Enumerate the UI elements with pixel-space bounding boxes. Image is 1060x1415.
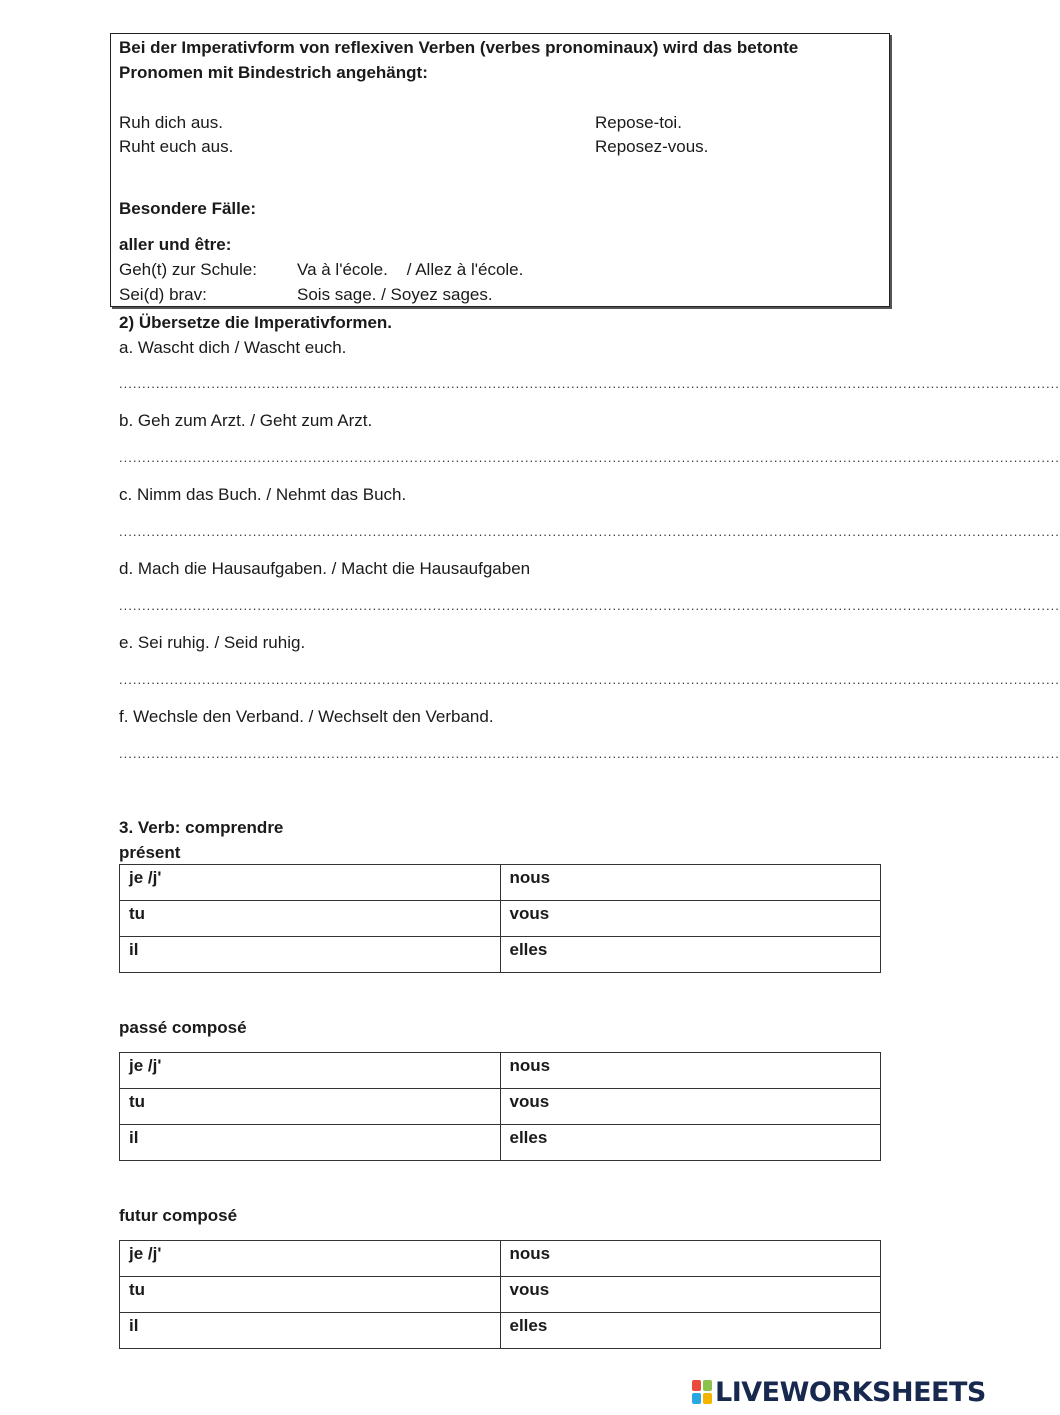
- cell-tu[interactable]: tu: [120, 1089, 501, 1125]
- cell-je[interactable]: je /j': [120, 1241, 501, 1277]
- exercise3-heading: 3. Verb: comprendre: [119, 818, 284, 837]
- logo-mark-icon: [692, 1380, 712, 1404]
- table-row: [120, 937, 881, 973]
- cell-elles[interactable]: elles: [500, 1313, 881, 1349]
- answer-line-b[interactable]: ............................................................................................................................................................................................................: [119, 450, 1060, 465]
- cell-vous[interactable]: vous: [500, 1089, 881, 1125]
- info-intro-line-2: Pronomen mit Bindestrich angehängt:: [119, 63, 428, 82]
- cell-nous[interactable]: nous: [500, 865, 881, 901]
- exercise2-heading: 2) Übersetze die Imperativformen.: [119, 313, 393, 332]
- answer-line-a[interactable]: ............................................................................................................................................................................................................: [119, 376, 1060, 391]
- exercise2-item-e: e. Sei ruhig. / Seid ruhig.: [119, 633, 306, 652]
- cell-il[interactable]: il: [120, 1125, 501, 1161]
- conjugation-table-passe-compose: [119, 1052, 881, 1161]
- cell-il[interactable]: il: [120, 1313, 501, 1349]
- conjugation-table-present: [119, 864, 881, 973]
- example-de-2: Ruht euch aus.: [119, 137, 234, 156]
- cell-tu[interactable]: tu: [120, 901, 501, 937]
- answer-line-e[interactable]: ............................................................................................................................................................................................................: [119, 672, 1060, 687]
- table-row: [120, 1125, 881, 1161]
- cell-elles[interactable]: elles: [500, 1125, 881, 1161]
- cell-il[interactable]: il: [120, 937, 501, 973]
- exercise2-item-f: f. Wechsle den Verband. / Wechselt den Verband.: [119, 707, 494, 726]
- special-heading: Besondere Fälle:: [119, 199, 256, 218]
- example-fr-2: Reposez-vous.: [595, 137, 709, 156]
- info-intro-line-1: Bei der Imperativform von reflexiven Verben (verbes pronominaux) wird das betonte: [119, 38, 799, 57]
- table-row: [120, 1241, 881, 1277]
- logo-square-red: [692, 1380, 701, 1391]
- tense-label-present: présent: [119, 843, 181, 862]
- liveworksheets-logo: [692, 1374, 986, 1410]
- cell-nous[interactable]: nous: [500, 1053, 881, 1089]
- exercise2-item-b: b. Geh zum Arzt. / Geht zum Arzt.: [119, 411, 373, 430]
- table-row: [120, 1053, 881, 1089]
- cell-je[interactable]: je /j': [120, 865, 501, 901]
- answer-line-c[interactable]: ............................................................................................................................................................................................................: [119, 524, 1060, 539]
- tense-label-passe-compose: passé composé: [119, 1018, 247, 1037]
- logo-square-blue: [692, 1393, 701, 1404]
- cell-vous[interactable]: vous: [500, 901, 881, 937]
- cell-nous[interactable]: nous: [500, 1241, 881, 1277]
- example-fr-1: Repose-toi.: [595, 113, 682, 132]
- cell-vous[interactable]: vous: [500, 1277, 881, 1313]
- table-row: [120, 1089, 881, 1125]
- special-fr-1: Va à l'école. / Allez à l'école.: [297, 260, 524, 279]
- table-row: [120, 901, 881, 937]
- tense-label-futur-compose: futur composé: [119, 1206, 238, 1225]
- exercise2-item-a: a. Wascht dich / Wascht euch.: [119, 338, 347, 357]
- special-de-1: Geh(t) zur Schule:: [119, 260, 257, 279]
- conjugation-table-futur-compose: [119, 1240, 881, 1349]
- cell-tu[interactable]: tu: [120, 1277, 501, 1313]
- answer-line-f[interactable]: ............................................................................................................................................................................................................: [119, 746, 1060, 761]
- logo-square-yellow: [703, 1393, 712, 1404]
- table-row: [120, 865, 881, 901]
- exercise2-item-d: d. Mach die Hausaufgaben. / Macht die Hausaufgaben: [119, 559, 531, 578]
- answer-line-d[interactable]: ............................................................................................................................................................................................................: [119, 598, 1060, 613]
- cell-je[interactable]: je /j': [120, 1053, 501, 1089]
- table-row: [120, 1277, 881, 1313]
- logo-text: LIVEWORKSHEETS: [715, 1376, 986, 1408]
- table-row: [120, 1313, 881, 1349]
- exercise2-item-c: c. Nimm das Buch. / Nehmt das Buch.: [119, 485, 407, 504]
- example-de-1: Ruh dich aus.: [119, 113, 223, 132]
- special-subheading: aller und être:: [119, 235, 232, 254]
- special-fr-2: Sois sage. / Soyez sages.: [297, 285, 493, 304]
- logo-square-green: [703, 1380, 712, 1391]
- special-de-2: Sei(d) brav:: [119, 285, 207, 304]
- cell-elles[interactable]: elles: [500, 937, 881, 973]
